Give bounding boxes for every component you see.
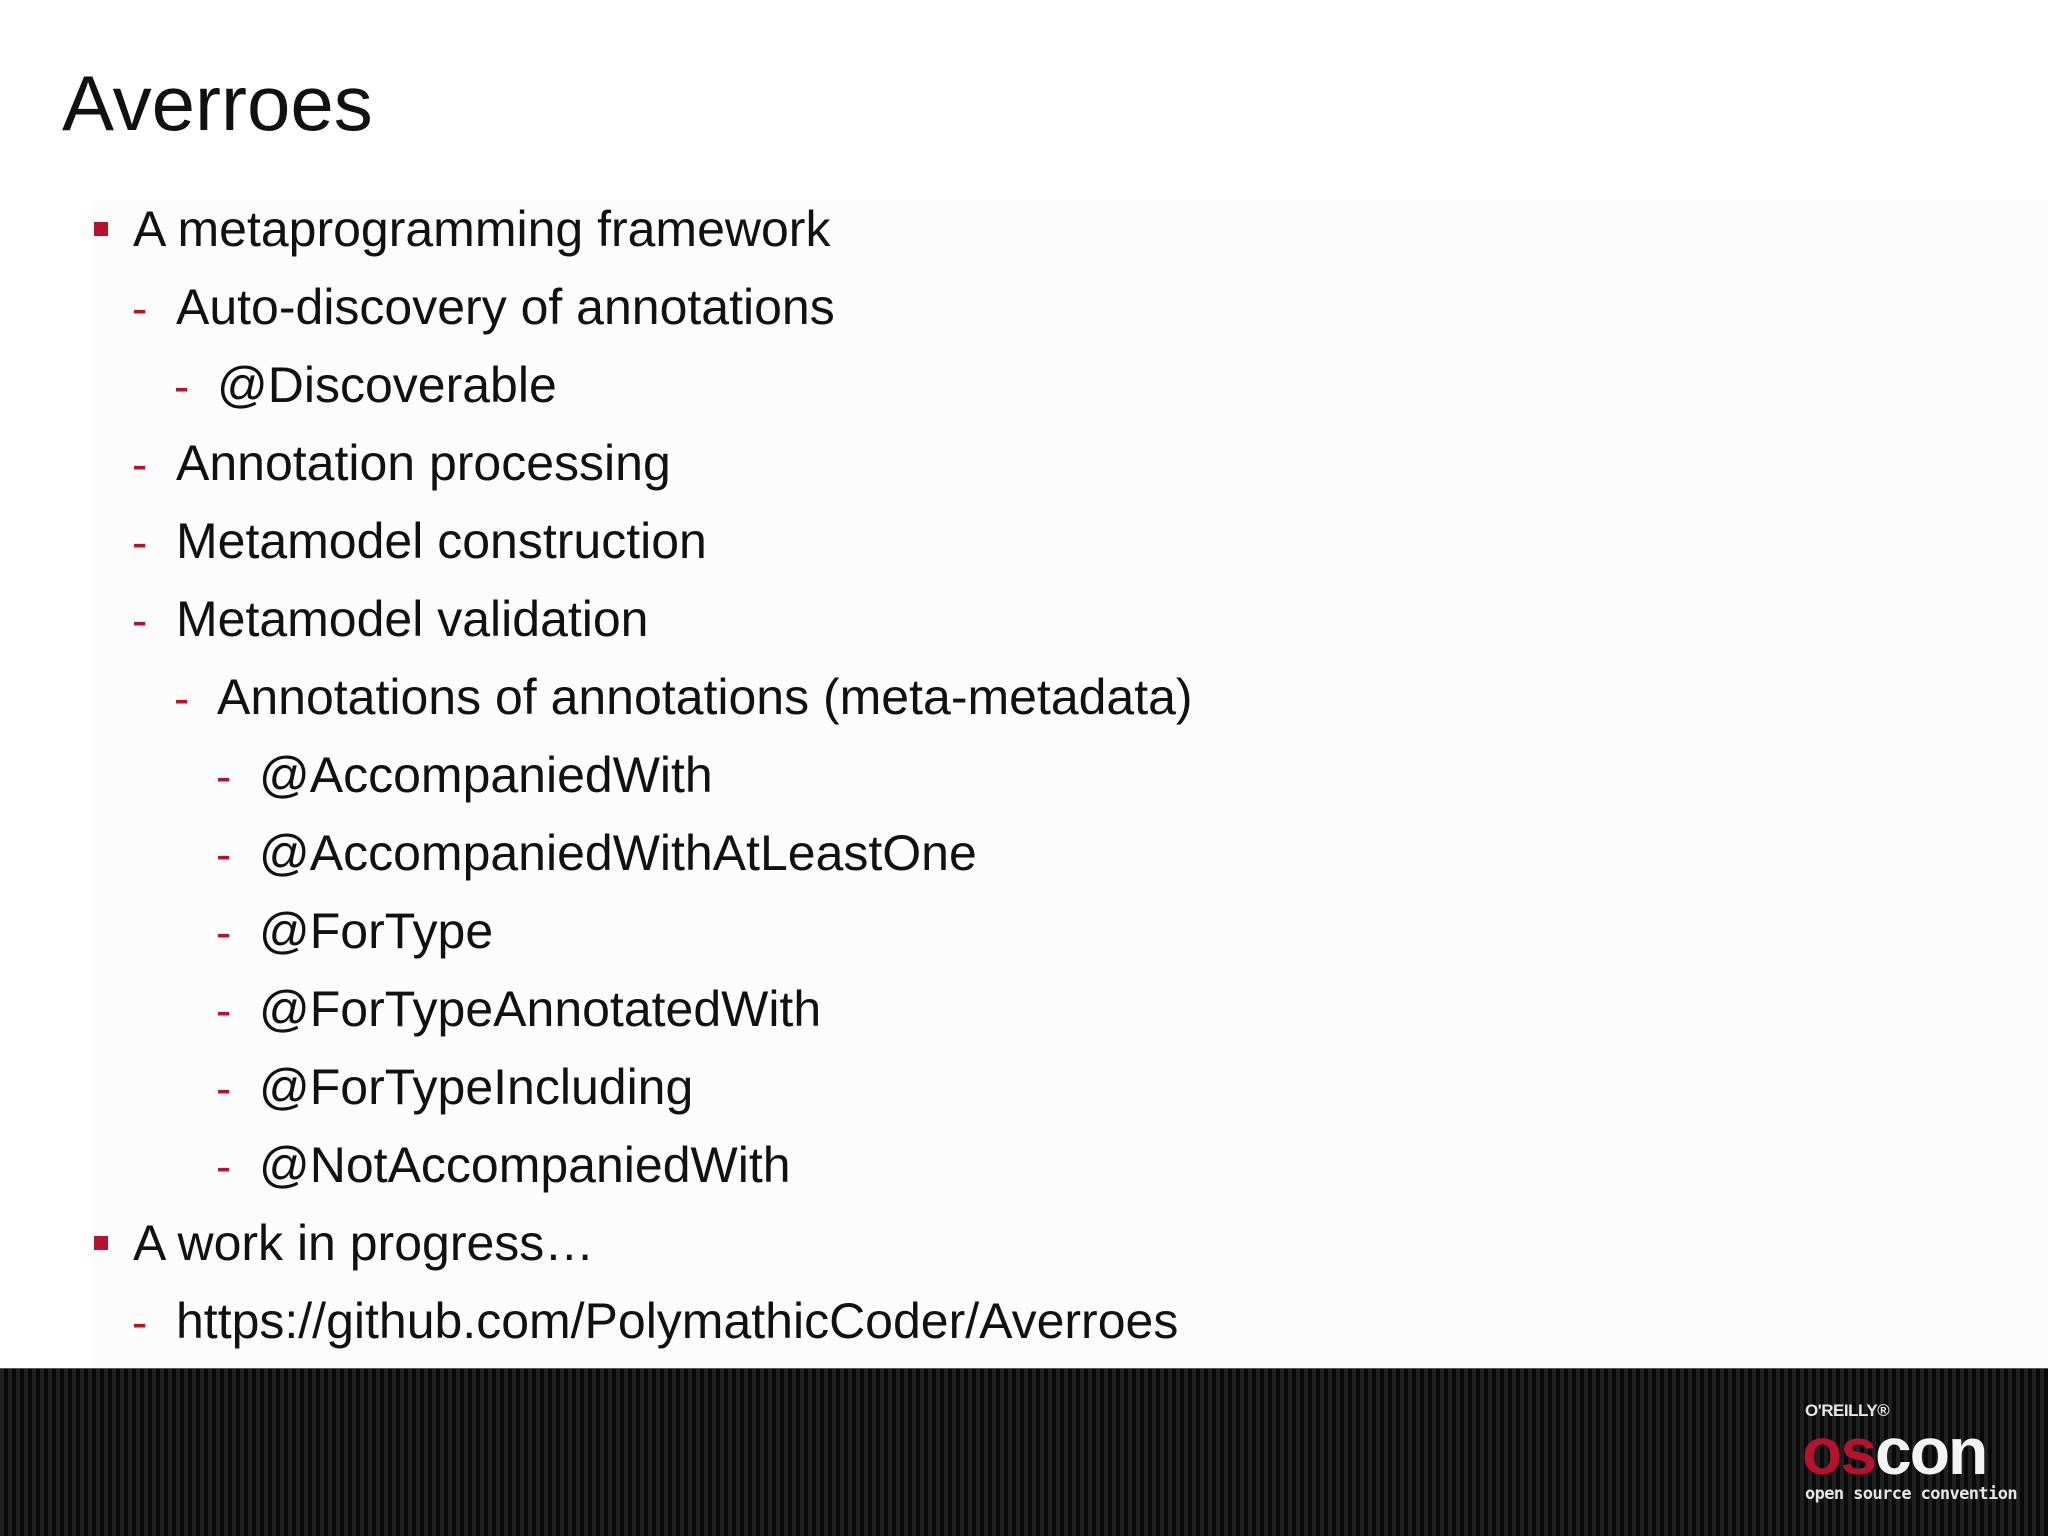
dash-bullet-icon: - [132, 282, 148, 334]
dash-bullet-icon: - [216, 750, 232, 802]
bullet-text: @ForType [259, 903, 494, 959]
bullet-text: @AccompaniedWith [259, 747, 713, 803]
dash-bullet-icon: - [216, 906, 232, 958]
dash-bullet-icon: - [132, 516, 148, 568]
dash-bullet-icon: - [132, 1296, 148, 1348]
bullet-item-level-1 [0, 190, 900, 268]
bullet-text: Annotation processing [176, 435, 671, 491]
bullet-item-level-2 [0, 424, 900, 502]
repository-url: https://github.com/PolymathicCoder/Averroes [176, 1293, 1179, 1349]
oscon-logo [1802, 1400, 2017, 1512]
bullet-text: @NotAccompaniedWith [259, 1137, 791, 1193]
slide-title: Averroes [62, 59, 373, 147]
bullet-text: @ForTypeAnnotatedWith [259, 981, 822, 1037]
bullet-item-level-4 [0, 814, 1100, 892]
oscon-logo-con: con [1875, 1414, 1987, 1488]
bullet-text: A work in progress… [133, 1215, 595, 1271]
oscon-logo-os: os [1802, 1414, 1876, 1488]
oscon-tagline: open source convention [1805, 1484, 2017, 1504]
bullet-item-level-4 [0, 1126, 900, 1204]
slide-footer [0, 1368, 2048, 1536]
bullet-item-level-2 [0, 502, 900, 580]
bullet-item-level-3 [0, 346, 900, 424]
bullet-item-level-2 [0, 1282, 1300, 1360]
dash-bullet-icon: - [216, 984, 232, 1036]
bullet-text: Annotations of annotations (meta-metadata) [217, 669, 1193, 725]
dash-bullet-icon: - [216, 1062, 232, 1114]
bullet-text: Auto-discovery of annotations [176, 279, 835, 335]
bullet-item-level-4 [0, 736, 900, 814]
bullet-text: Metamodel validation [176, 591, 649, 647]
dash-bullet-icon: - [216, 1140, 232, 1192]
red-square-bullet-icon [94, 222, 108, 236]
bullet-item-level-2 [0, 268, 900, 346]
bullet-text: Metamodel construction [176, 513, 707, 569]
bullet-text: @AccompaniedWithAtLeastOne [259, 825, 977, 881]
oreilly-logo-text: O'REILLY® [1805, 1401, 1890, 1420]
bullet-item-level-4 [0, 892, 900, 970]
bullet-text: @ForTypeIncluding [259, 1059, 694, 1115]
bullet-text: A metaprogramming framework [133, 201, 831, 257]
dash-bullet-icon: - [216, 828, 232, 880]
red-square-bullet-icon [94, 1236, 108, 1250]
bullet-item-level-4 [0, 1048, 900, 1126]
bullet-item-level-1 [0, 1204, 900, 1282]
dash-bullet-icon: - [132, 594, 148, 646]
bullet-text: @Discoverable [217, 357, 557, 413]
bullet-item-level-3 [0, 658, 1300, 736]
dash-bullet-icon: - [132, 438, 148, 490]
dash-bullet-icon: - [174, 360, 190, 412]
bullet-item-level-2 [0, 580, 900, 658]
dash-bullet-icon: - [174, 672, 190, 724]
oscon-logo-wordmark [1802, 1414, 1987, 1488]
bullet-item-level-4 [0, 970, 900, 1048]
